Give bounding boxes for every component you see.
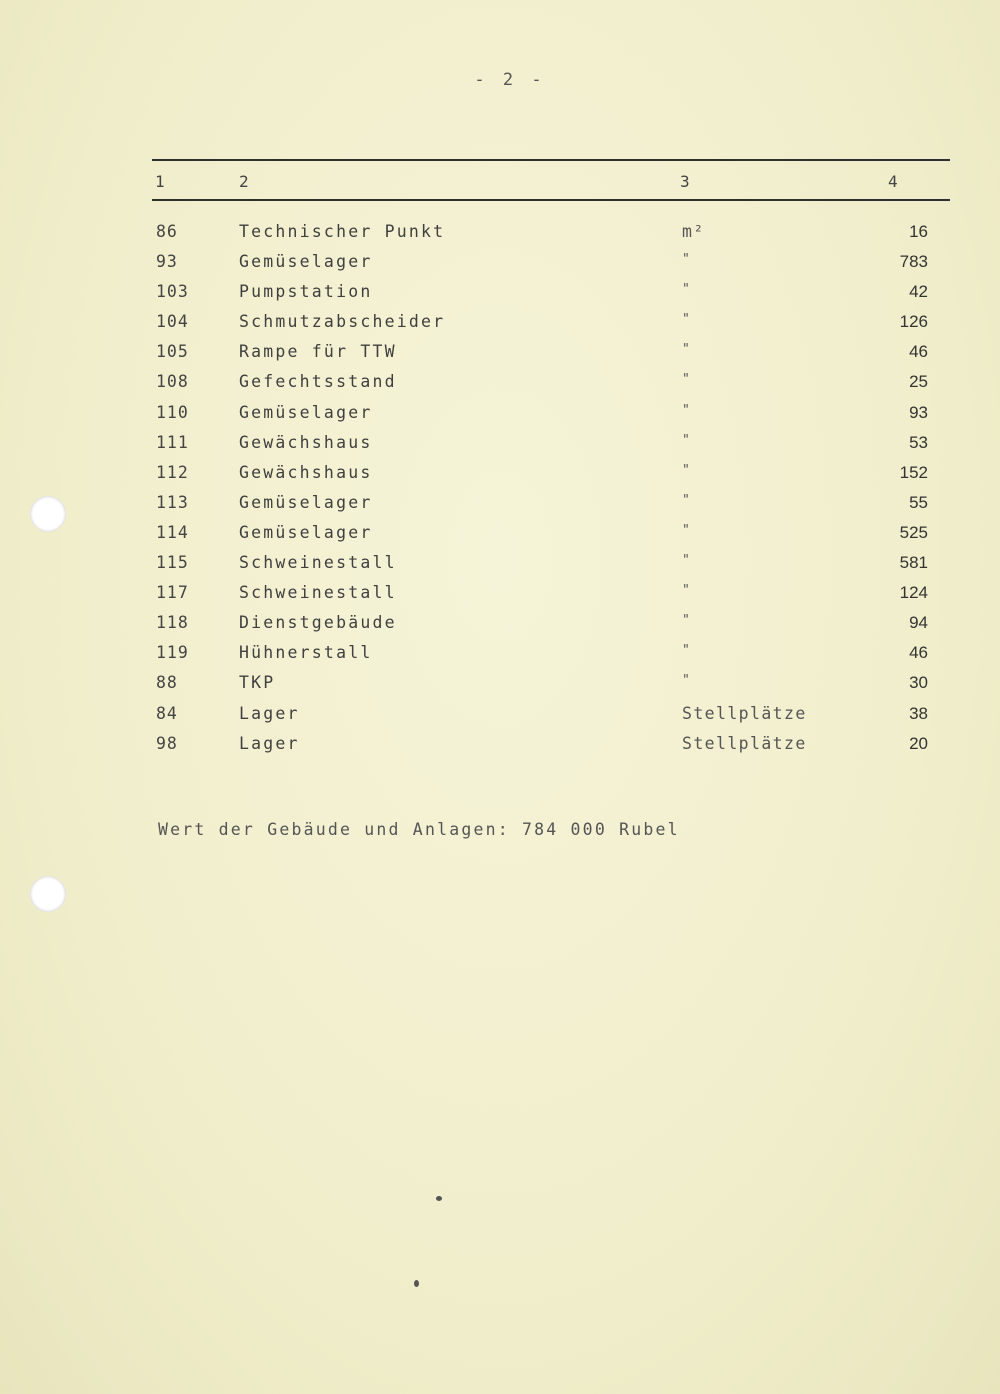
row-number: 117 xyxy=(156,583,189,603)
table-body xyxy=(0,218,1000,760)
row-number: 84 xyxy=(156,703,178,723)
row-value: 152 xyxy=(899,462,928,482)
row-value: 38 xyxy=(909,703,928,723)
row-unit: Stellplätze xyxy=(682,733,807,753)
punch-hole xyxy=(30,496,66,532)
row-name: Rampe für TTW xyxy=(239,342,397,362)
row-name: Technischer Punkt xyxy=(239,222,446,241)
row-number: 110 xyxy=(156,402,189,422)
row-unit: Stellplätze xyxy=(682,703,807,723)
row-value: 55 xyxy=(909,492,928,512)
row-value: 93 xyxy=(909,402,928,422)
table-row xyxy=(0,549,1000,579)
row-value: 124 xyxy=(899,583,928,603)
row-unit: " xyxy=(682,583,692,599)
table-row xyxy=(0,639,1000,669)
row-name: Gemüselager xyxy=(239,252,373,272)
row-value: 16 xyxy=(909,222,928,241)
row-unit: " xyxy=(682,643,692,659)
table-header-rule xyxy=(152,199,950,201)
row-number: 105 xyxy=(156,342,189,362)
row-number: 115 xyxy=(156,553,189,573)
row-name: Lager xyxy=(239,733,300,753)
row-number: 119 xyxy=(156,643,189,663)
row-unit: " xyxy=(682,252,692,268)
table-row xyxy=(0,278,1000,308)
row-value: 53 xyxy=(909,432,928,452)
row-name: Dienstgebäude xyxy=(239,613,397,633)
row-unit: " xyxy=(682,673,692,689)
column-header-2: 2 xyxy=(239,172,249,191)
row-value: 94 xyxy=(909,613,928,633)
row-name: Gewächshaus xyxy=(239,432,373,452)
row-value: 525 xyxy=(899,522,928,542)
row-unit: m² xyxy=(682,222,705,241)
ink-speck xyxy=(436,1196,442,1201)
table-row xyxy=(0,519,1000,549)
row-unit: " xyxy=(682,312,692,328)
table-row xyxy=(0,669,1000,699)
row-unit: " xyxy=(682,613,692,629)
row-value: 581 xyxy=(899,553,928,573)
table-row xyxy=(0,368,1000,398)
column-header-3: 3 xyxy=(680,172,690,191)
row-unit: " xyxy=(682,342,692,358)
row-name: Lager xyxy=(239,703,300,723)
table-top-rule xyxy=(152,159,950,161)
row-name: TKP xyxy=(239,673,276,693)
row-name: Gemüselager xyxy=(239,492,373,512)
table-row xyxy=(0,700,1000,730)
row-number: 111 xyxy=(156,432,189,452)
column-header-1: 1 xyxy=(155,172,165,191)
table-row xyxy=(0,248,1000,278)
row-unit: " xyxy=(682,492,692,508)
row-value: 30 xyxy=(909,673,928,693)
row-number: 113 xyxy=(156,492,189,512)
row-number: 98 xyxy=(156,733,178,753)
row-value: 25 xyxy=(909,372,928,392)
summary-line: Wert der Gebäude und Anlagen: 784 000 Rubel xyxy=(158,820,680,839)
row-name: Schweinestall xyxy=(239,553,397,573)
table-row xyxy=(0,218,1000,248)
row-unit: " xyxy=(682,462,692,478)
row-number: 103 xyxy=(156,282,189,302)
row-value: 46 xyxy=(909,342,928,362)
row-value: 46 xyxy=(909,643,928,663)
row-unit: " xyxy=(682,522,692,538)
column-header-4: 4 xyxy=(888,172,898,191)
row-name: Hühnerstall xyxy=(239,643,373,663)
row-unit: " xyxy=(682,432,692,448)
table-row xyxy=(0,399,1000,429)
row-unit: " xyxy=(682,372,692,388)
ink-speck xyxy=(414,1280,419,1287)
table-row xyxy=(0,579,1000,609)
row-unit: " xyxy=(682,402,692,418)
punch-hole xyxy=(30,876,66,912)
table-row xyxy=(0,609,1000,639)
row-number: 114 xyxy=(156,522,189,542)
row-number: 104 xyxy=(156,312,189,332)
table-row xyxy=(0,489,1000,519)
row-number: 86 xyxy=(156,222,178,241)
row-name: Gefechtsstand xyxy=(239,372,397,392)
row-name: Gewächshaus xyxy=(239,462,373,482)
table-row xyxy=(0,429,1000,459)
row-unit: " xyxy=(682,282,692,298)
row-value: 126 xyxy=(899,312,928,332)
table-row xyxy=(0,459,1000,489)
row-name: Gemüselager xyxy=(239,402,373,422)
row-value: 783 xyxy=(899,252,928,272)
row-number: 93 xyxy=(156,252,178,272)
table-row xyxy=(0,338,1000,368)
row-unit: " xyxy=(682,553,692,569)
row-name: Schmutzabscheider xyxy=(239,312,446,332)
row-number: 108 xyxy=(156,372,189,392)
row-number: 112 xyxy=(156,462,189,482)
row-name: Pumpstation xyxy=(239,282,373,302)
row-value: 20 xyxy=(909,733,928,753)
table-row xyxy=(0,308,1000,338)
table-row xyxy=(0,730,1000,760)
row-number: 118 xyxy=(156,613,189,633)
row-name: Gemüselager xyxy=(239,522,373,542)
row-number: 88 xyxy=(156,673,178,693)
row-name: Schweinestall xyxy=(239,583,397,603)
row-value: 42 xyxy=(909,282,928,302)
page-number: - 2 - xyxy=(474,70,546,90)
